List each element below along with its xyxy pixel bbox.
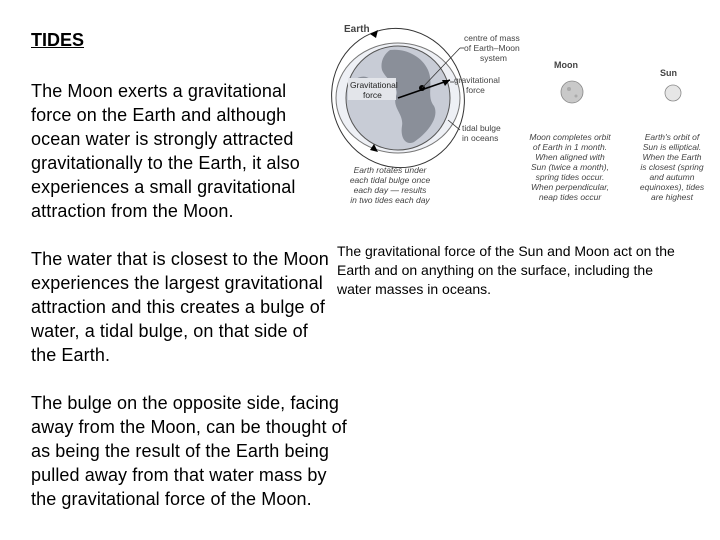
sun-label: Sun <box>660 68 677 78</box>
paragraph-tidal-bulge: The water that is closest to the Moon experiences the largest gravitational attraction and this creates a bulge of water, a tidal bulge, on that side of the Earth. <box>31 249 329 365</box>
sun-caption-5: and autumn <box>649 172 695 182</box>
moon-caption-2: of Earth in 1 month. <box>532 142 608 152</box>
moon-crater <box>567 87 571 91</box>
sun-caption-4: is closest (spring <box>640 162 704 172</box>
moon-caption-1: Moon completes orbit <box>529 132 611 142</box>
centre-of-mass-label-2: of Earth–Moon <box>464 43 520 53</box>
centre-of-mass-label-1: centre of mass <box>464 33 520 43</box>
moon-icon <box>561 81 583 103</box>
moon-crater <box>575 95 578 98</box>
gravitational-force-label-1: gravitational <box>454 75 500 85</box>
tides-diagram <box>330 10 720 220</box>
gravitational-force-label-2: force <box>466 85 485 95</box>
earth-caption-3: each day — results <box>353 185 427 195</box>
earth-caption-2: each tidal bulge once <box>349 175 431 185</box>
gravitational-force-inner-label-2: force <box>363 90 382 100</box>
moon-caption-4: Sun (twice a month), <box>531 162 609 172</box>
earth-label: Earth <box>344 24 370 35</box>
sun-caption-6: equinoxes), tides <box>639 182 705 192</box>
gravitational-force-inner-label-1: Gravitational <box>350 80 398 90</box>
tidal-bulge-label-2: in oceans <box>462 133 499 143</box>
sun-icon <box>665 85 681 101</box>
centre-of-mass-label-3: system <box>480 53 507 63</box>
moon-caption-6: When perpendicular, <box>531 182 609 192</box>
moon-label: Moon <box>554 60 578 70</box>
paragraph-gravitational-force: The Moon exerts a gravitational force on the Earth and although ocean water is strongly attracted gravitationally to the Earth, it also experiences a small gravitational attraction from the Moon. <box>31 81 300 221</box>
earth-caption-1: Earth rotates under <box>353 165 427 175</box>
moon-caption-3: When aligned with <box>535 152 605 162</box>
tidal-bulge-label-1: tidal bulge <box>462 123 501 133</box>
earth-caption-4: in two tides each day <box>350 195 430 205</box>
sun-caption-7: are highest <box>650 192 694 202</box>
moon-caption-7: neap tides occur <box>538 192 602 202</box>
diagram-caption: The gravitational force of the Sun and Moon act on the Earth and on anything on the surface, including the water masses in oceans. <box>337 243 675 297</box>
sun-caption-1: Earth's orbit of <box>644 132 700 142</box>
sun-caption-2: Sun is elliptical. <box>642 142 702 152</box>
moon-caption-5: spring tides occur. <box>535 172 605 182</box>
paragraph-opposite-bulge: The bulge on the opposite side, facing away from the Moon, can be thought of as being the result of the Earth being pulled away from that water mass by the gravitational force of the Moon. <box>31 393 347 509</box>
sun-caption-3: When the Earth <box>642 152 702 162</box>
page-title: TIDES <box>31 30 85 50</box>
rotation-arrow-top <box>370 30 378 38</box>
